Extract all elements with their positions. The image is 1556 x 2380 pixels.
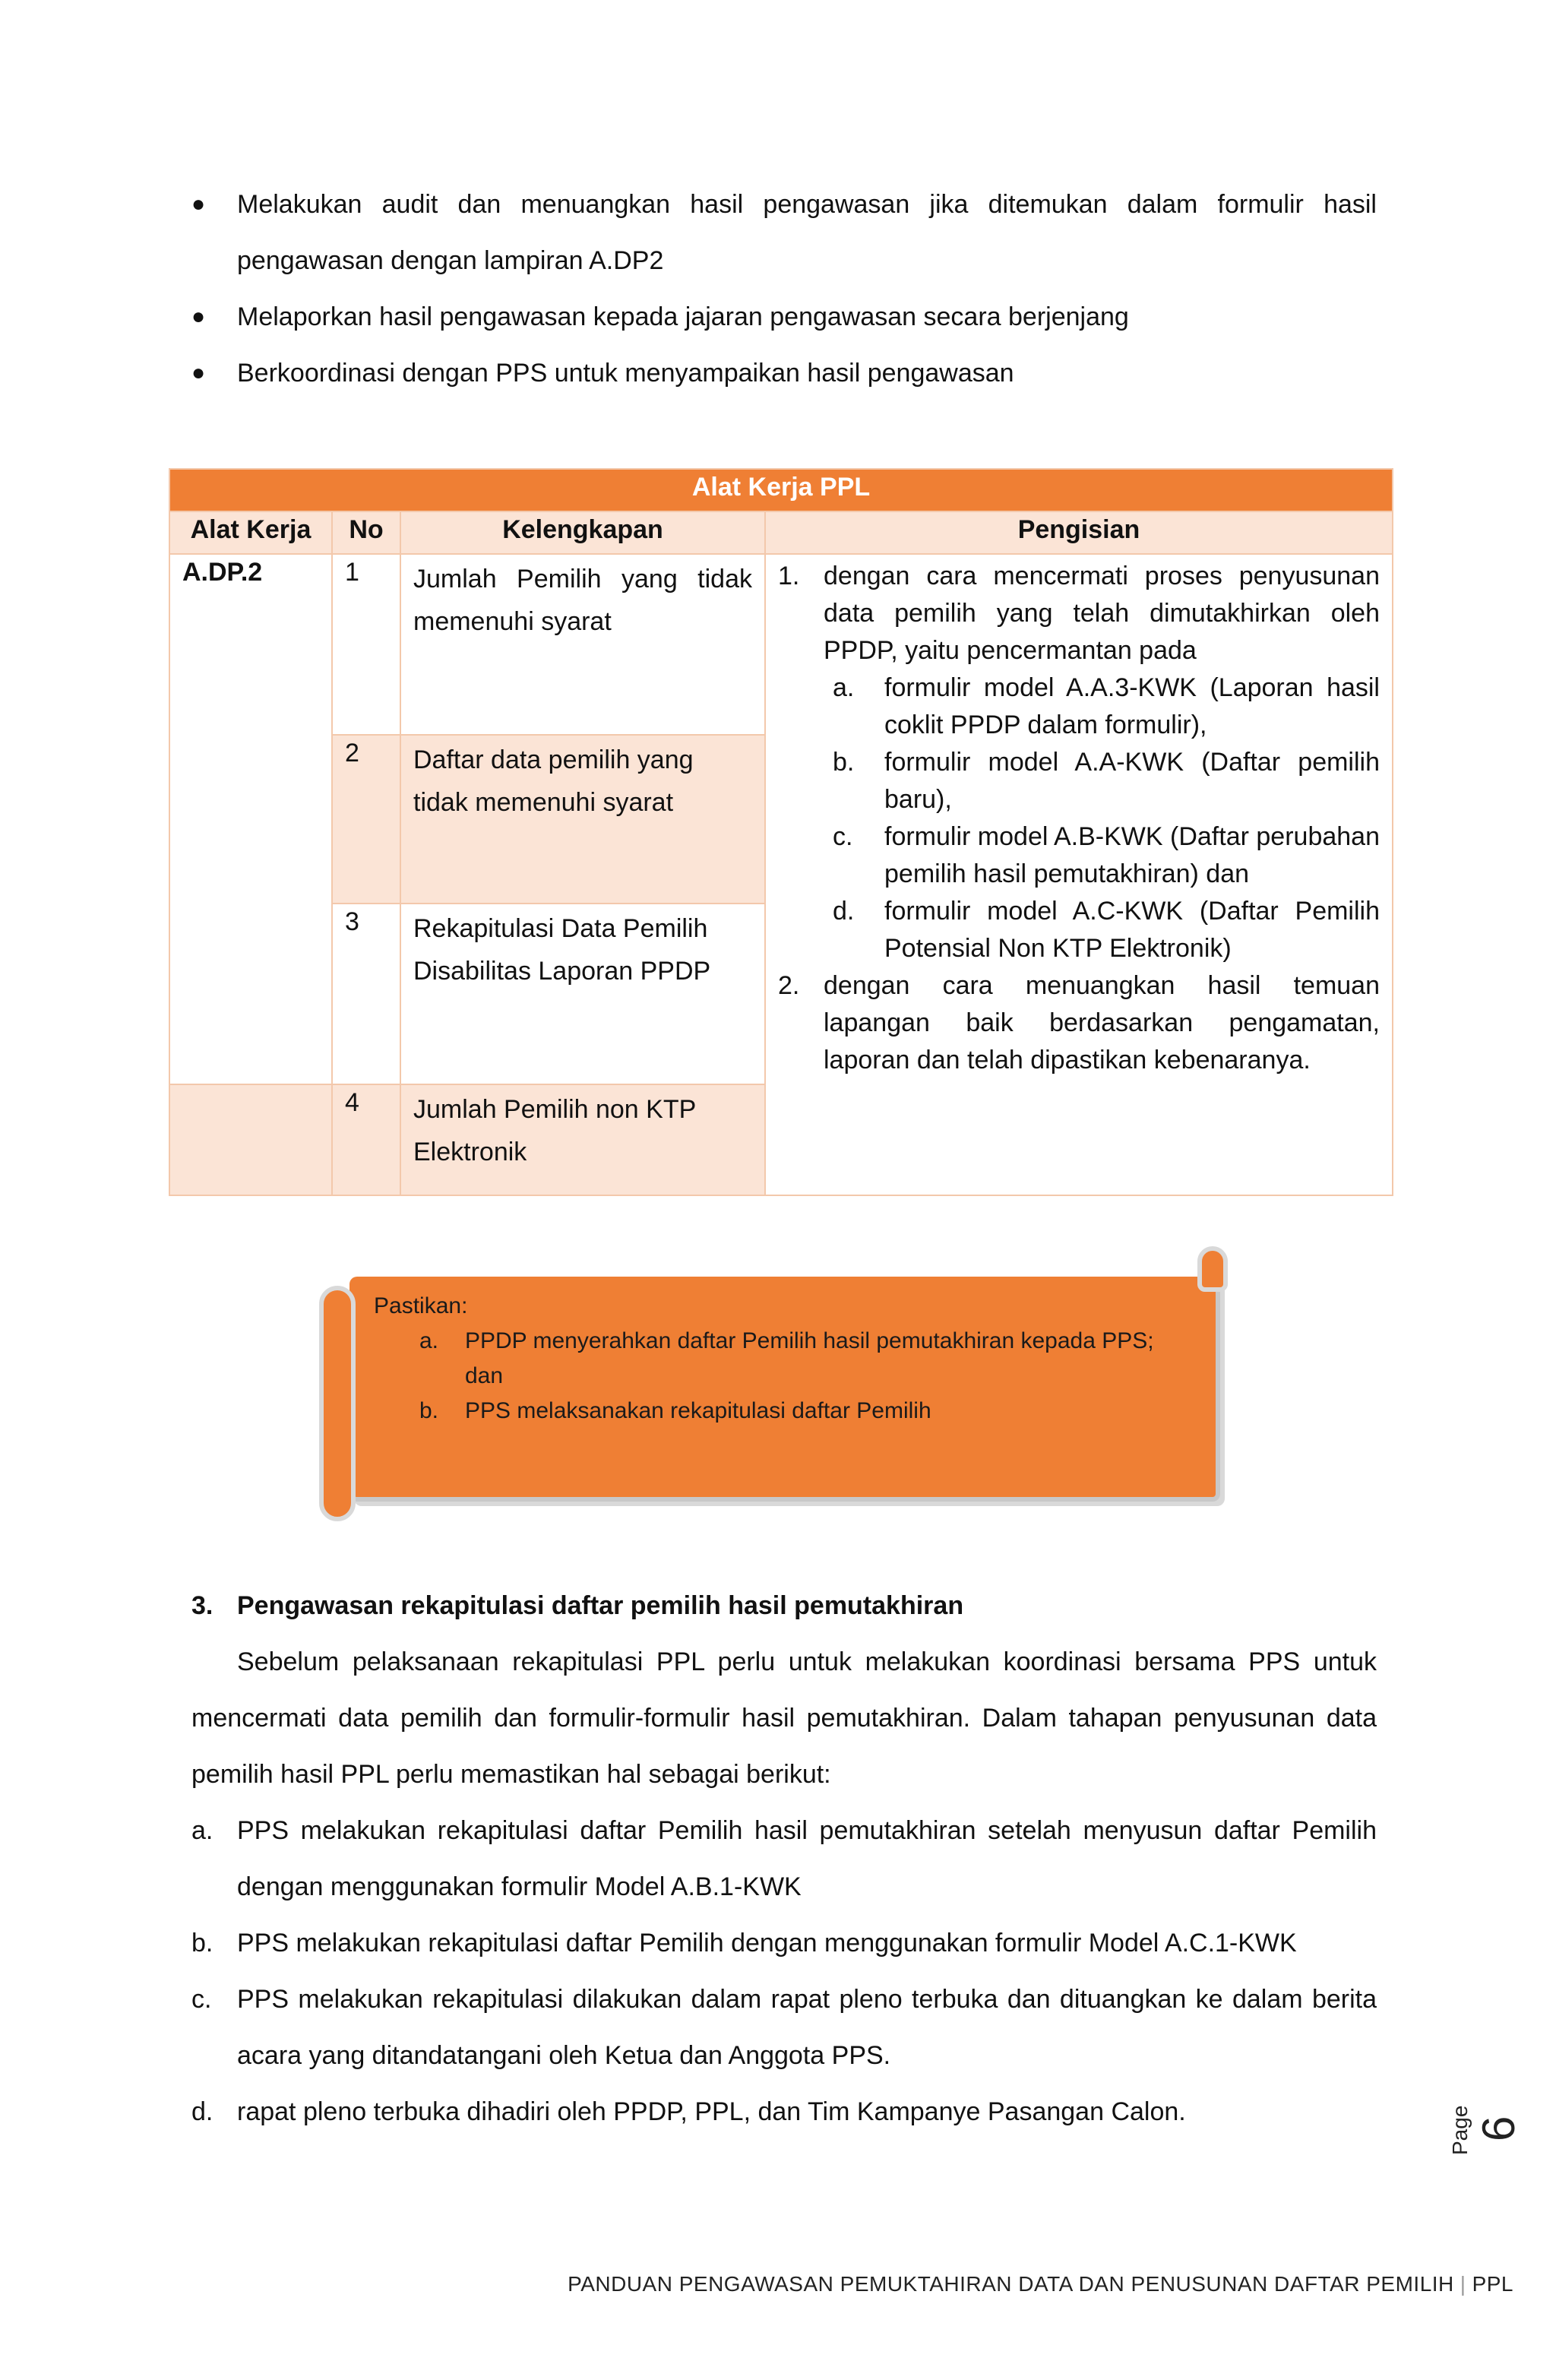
list-item: a. PPS melakukan rekapitulasi daftar Pemilih hasil pemutakhiran setelah menyusun daftar Pemilih dengan menggunakan formulir Model A.B.1-KWK bbox=[191, 1816, 1377, 1901]
bullet-dot-icon: ● bbox=[191, 191, 206, 217]
callout-scroll bbox=[319, 1246, 1228, 1527]
alat-kerja-empty-cell bbox=[169, 1084, 332, 1195]
page-number bbox=[1444, 2097, 1524, 2196]
pengisian-subitem: d. formulir model A.C-KWK (Daftar Pemilih Potensial Non KTP Elektronik) bbox=[833, 897, 1380, 963]
bullet-dot-icon: ● bbox=[191, 304, 206, 329]
pengisian-subitem: c. formulir model A.B-KWK (Daftar perubahan pemilih hasil pemutakhiran) dan bbox=[833, 822, 1380, 888]
section-3 bbox=[191, 1578, 1377, 2140]
header-alat-kerja: Alat Kerja bbox=[169, 511, 332, 554]
pengisian-item: 2. dengan cara menuangkan hasil temuan lapangan baik berdasarkan pengamatan, laporan dan telah dipastikan kebenaranya. bbox=[778, 971, 1380, 1074]
alat-kerja-cell: A.DP.2 bbox=[169, 554, 332, 1084]
table-title: Alat Kerja PPL bbox=[169, 469, 1393, 511]
header-kelengkapan: Kelengkapan bbox=[400, 511, 765, 554]
bullet-item: ● Berkoordinasi dengan PPS untuk menyampaikan hasil pengawasan bbox=[191, 345, 1377, 401]
row-kelengkapan: Daftar data pemilih yang tidak memenuhi syarat bbox=[400, 735, 765, 904]
footer-separator: | bbox=[1460, 2272, 1466, 2296]
list-item: b. PPS melakukan rekapitulasi daftar Pemilih dengan menggunakan formulir Model A.C.1-KWK bbox=[191, 1929, 1297, 1957]
section-paragraph: Sebelum pelaksanaan rekapitulasi PPL perlu untuk melakukan koordinasi bersama PPS untuk mencermati data pemilih dan formulir-formulir hasil pemutakhiran. Dalam tahapan penyusunan data pemilih hasil PPL perlu memastikan hal sebagai berikut: bbox=[191, 1647, 1377, 1789]
callout-item: a. PPDP menyerahkan daftar Pemilih hasil pemutakhiran kepada PPS; dan bbox=[419, 1328, 1154, 1388]
table-row bbox=[169, 554, 1393, 735]
footer-title: PANDUAN PENGAWASAN PEMUKTAHIRAN DATA DAN PENUSUNAN DAFTAR PEMILIH bbox=[568, 2272, 1454, 2296]
list-item: d. rapat pleno terbuka dihadiri oleh PPDP, PPL, dan Tim Kampanye Pasangan Calon. bbox=[191, 2097, 1186, 2126]
pengisian-cell bbox=[765, 554, 1393, 1195]
scroll-roll-left-icon bbox=[319, 1286, 356, 1521]
callout-text bbox=[374, 1289, 1179, 1429]
footer-tag: PPL bbox=[1472, 2272, 1513, 2296]
callout-title: Pastikan: bbox=[374, 1293, 468, 1318]
row-kelengkapan: Rekapitulasi Data Pemilih Disabilitas Laporan PPDP bbox=[400, 904, 765, 1084]
row-kelengkapan: Jumlah Pemilih yang tidak memenuhi syarat bbox=[400, 554, 765, 735]
bullet-dot-icon: ● bbox=[191, 360, 206, 385]
row-no: 2 bbox=[332, 735, 400, 904]
pengisian-subitem: b. formulir model A.A-KWK (Daftar pemilih baru), bbox=[833, 748, 1380, 814]
header-no: No bbox=[332, 511, 400, 554]
page-digit: 6 bbox=[1473, 2116, 1524, 2141]
header-pengisian: Pengisian bbox=[765, 511, 1393, 554]
section-heading: 3. Pengawasan rekapitulasi daftar pemilih hasil pemutakhiran bbox=[191, 1591, 964, 1620]
page-footer bbox=[568, 2272, 1513, 2296]
bullet-item: ● Melakukan audit dan menuangkan hasil pengawasan jika ditemukan dalam formulir hasil pengawasan dengan lampiran A.DP2 bbox=[191, 176, 1377, 289]
row-kelengkapan: Jumlah Pemilih non KTP Elektronik bbox=[400, 1084, 765, 1195]
bullet-list bbox=[191, 176, 1377, 401]
page-label: Page bbox=[1448, 2105, 1472, 2155]
pengisian-subitem: a. formulir model A.A.3-KWK (Laporan hasil coklit PPDP dalam formulir), bbox=[833, 673, 1380, 739]
bullet-item: ● Melaporkan hasil pengawasan kepada jajaran pengawasan secara berjenjang bbox=[191, 289, 1377, 345]
row-no: 1 bbox=[332, 554, 400, 735]
scroll-roll-right-icon bbox=[1197, 1246, 1228, 1292]
callout-item: b. PPS melaksanakan rekapitulasi daftar Pemilih bbox=[419, 1398, 931, 1423]
list-item: c. PPS melakukan rekapitulasi dilakukan dalam rapat pleno terbuka dan dituangkan ke dalam berita acara yang ditandatangani oleh Ketua dan Anggota PPS. bbox=[191, 1985, 1377, 2070]
pengisian-item: 1. dengan cara mencermati proses penyusunan data pemilih yang telah dimutakhirkan oleh PPDP, yaitu pencermantan pada bbox=[778, 562, 1380, 665]
alat-kerja-table bbox=[169, 468, 1393, 1196]
row-no: 4 bbox=[332, 1084, 400, 1195]
row-no: 3 bbox=[332, 904, 400, 1084]
